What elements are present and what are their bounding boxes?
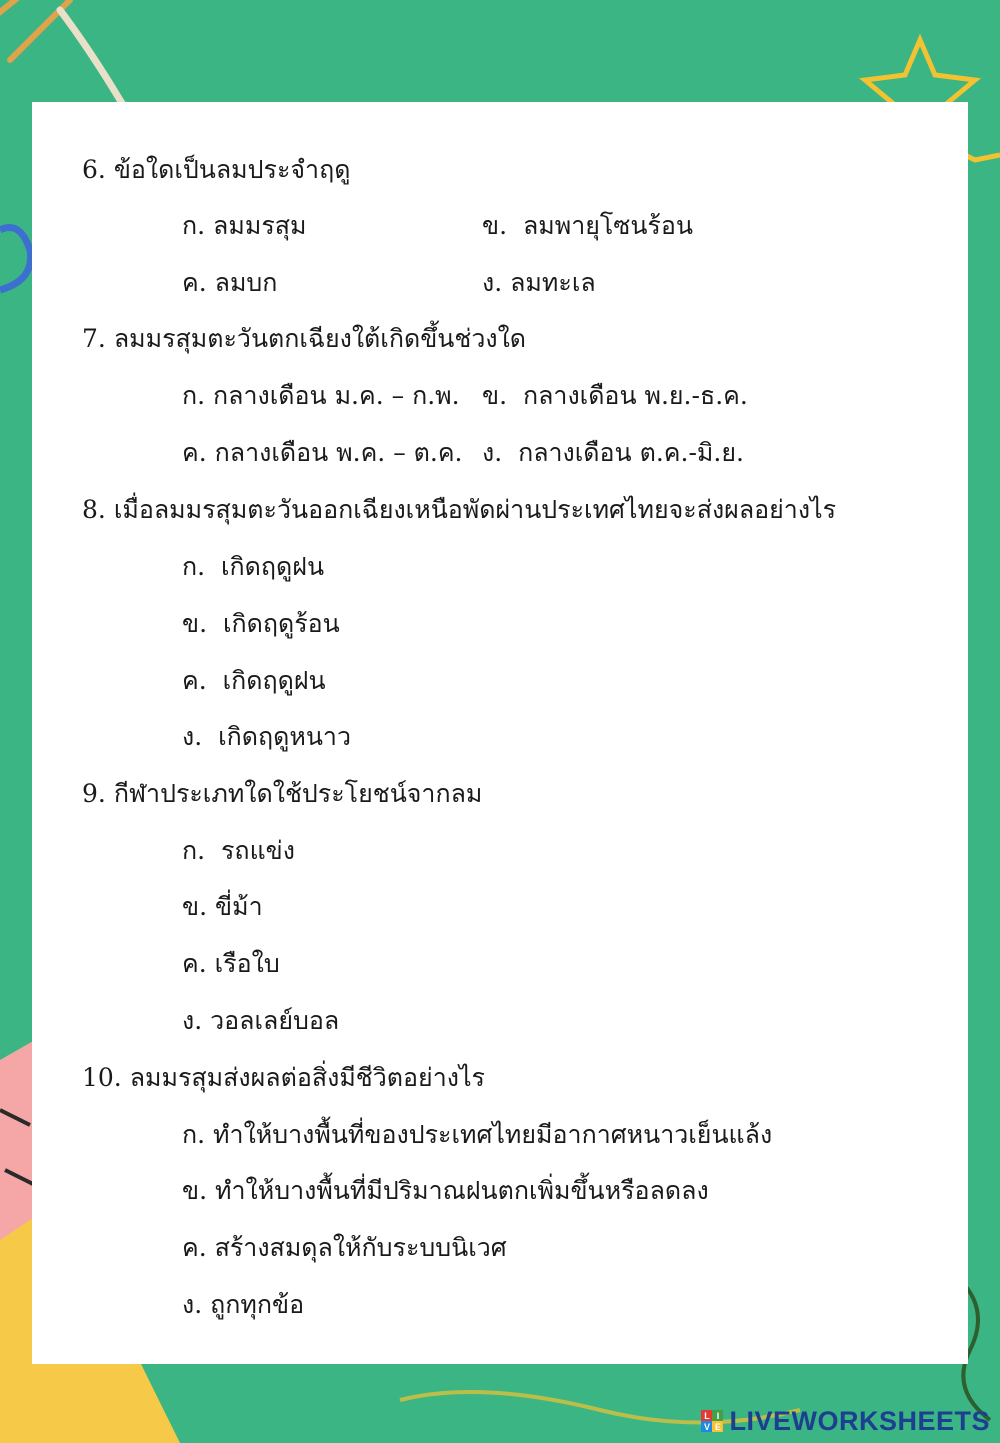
brand-logo-icon: L I V E [701, 1410, 723, 1432]
choice-7-b[interactable]: ข. กลางเดือน พ.ย.-ธ.ค. [482, 381, 748, 410]
choice-10-b[interactable]: ข. ทำให้บางพื้นที่มีปริมาณฝนตกเพิ่มขึ้นหรือลดลง [182, 1176, 709, 1205]
choice-10-a[interactable]: ก. ทำให้บางพื้นที่ของประเทศไทยมีอากาศหนาวเย็นแล้ง [182, 1120, 773, 1149]
brand-name: LIVEWORKSHEETS [729, 1405, 990, 1436]
choice-8-b[interactable]: ข. เกิดฤดูร้อน [182, 609, 340, 638]
question-6: 6. ข้อใดเป็นลมประจำฤดู [82, 155, 351, 184]
choice-8-d[interactable]: ง. เกิดฤดูหนาว [182, 722, 351, 751]
choice-10-c[interactable]: ค. สร้างสมดุลให้กับระบบนิเวศ [182, 1233, 507, 1262]
choice-9-a[interactable]: ก. รถแข่ง [182, 836, 295, 865]
choice-9-d[interactable]: ง. วอลเลย์บอล [182, 1006, 340, 1035]
choice-9-b[interactable]: ข. ขี่ม้า [182, 892, 263, 921]
choice-8-c[interactable]: ค. เกิดฤดูฝน [182, 666, 326, 695]
choice-6-a[interactable]: ก. ลมมรสุม [182, 211, 307, 240]
question-8: 8. เมื่อลมมรสุมตะวันออกเฉียงเหนือพัดผ่านประเทศไทยจะส่งผลอย่างไร [82, 495, 837, 524]
question-7: 7. ลมมรสุมตะวันตกเฉียงใต้เกิดขึ้นช่วงใด [82, 324, 527, 353]
paperclip-icon [0, 228, 31, 291]
choice-10-d[interactable]: ง. ถูกทุกข้อ [182, 1290, 305, 1319]
paperclip-icon [0, 0, 160, 116]
choice-7-d[interactable]: ง. กลางเดือน ต.ค.-มิ.ย. [482, 438, 744, 467]
question-9: 9. กีฬาประเภทใดใช้ประโยชน์จากลม [82, 779, 483, 808]
choice-9-c[interactable]: ค. เรือใบ [182, 949, 280, 978]
liveworksheets-logo [701, 1403, 990, 1439]
choice-6-d[interactable]: ง. ลมทะเล [482, 268, 596, 297]
choice-7-a[interactable]: ก. กลางเดือน ม.ค. – ก.พ. [182, 381, 460, 410]
choice-8-a[interactable]: ก. เกิดฤดูฝน [182, 552, 325, 581]
choice-7-c[interactable]: ค. กลางเดือน พ.ค. – ต.ค. [182, 438, 463, 467]
choice-6-c[interactable]: ค. ลมบก [182, 268, 278, 297]
question-10: 10. ลมมรสุมส่งผลต่อสิ่งมีชีวิตอย่างไร [82, 1063, 485, 1092]
choice-6-b[interactable]: ข. ลมพายุโซนร้อน [482, 211, 693, 240]
